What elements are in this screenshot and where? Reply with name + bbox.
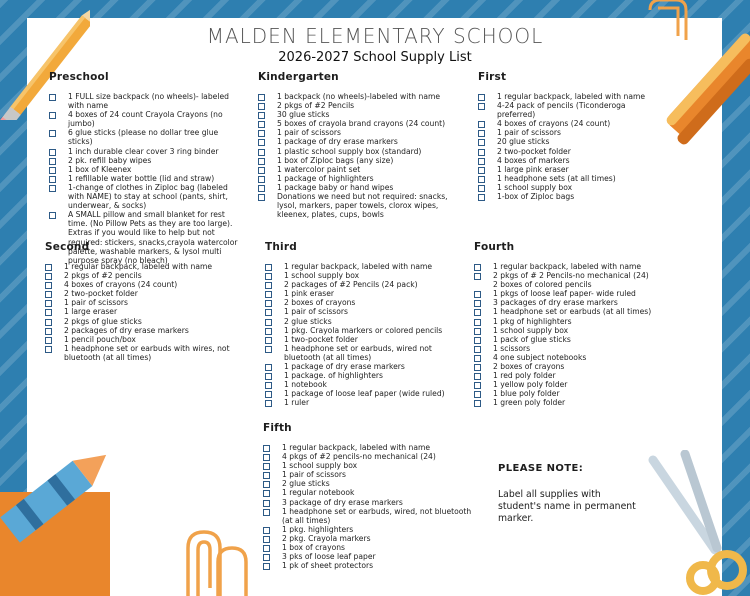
checkbox-icon <box>49 130 56 137</box>
second-section <box>45 241 245 362</box>
supply-item <box>263 534 483 543</box>
supply-item-text: 5 boxes of crayola brand crayons (24 count) <box>277 119 446 129</box>
checkbox-icon <box>265 282 272 289</box>
supply-item <box>45 271 245 280</box>
supply-item-text: 1 headphone set or earbuds, wired not bluetooth (at all times) <box>284 343 432 362</box>
checkbox-icon <box>263 563 270 570</box>
supply-item-text: 1 package. of highlighters <box>284 371 384 381</box>
supply-item-text: 1 pencil pouch/box <box>64 334 136 344</box>
supply-item-text: 1 school supply box <box>282 461 358 471</box>
supply-item-text: 1 red poly folder <box>493 371 556 381</box>
supply-item <box>258 119 458 128</box>
supply-item <box>474 380 659 389</box>
supply-item <box>478 119 658 128</box>
checkbox-icon <box>258 139 265 146</box>
supply-item <box>478 174 658 183</box>
section-title: Fourth <box>474 241 515 253</box>
checkbox-icon <box>263 445 270 452</box>
checkbox-icon <box>474 355 481 362</box>
supply-item <box>263 452 483 461</box>
supply-list <box>478 92 658 201</box>
supply-item-text: 1 package baby or hand wipes <box>277 182 394 192</box>
supply-item-text: 1 notebook <box>284 380 327 390</box>
supply-item-text: 1 green poly folder <box>493 398 566 408</box>
supply-item <box>45 298 245 307</box>
checkbox-icon <box>265 300 272 307</box>
checkbox-icon <box>478 194 485 201</box>
supply-item <box>49 110 245 128</box>
supply-item-text: 2 glue sticks <box>282 479 330 489</box>
checkbox-icon <box>263 454 270 461</box>
supply-item <box>49 183 245 210</box>
supply-list <box>265 262 465 408</box>
supply-item-text: 2 two-pocket folder <box>497 146 571 156</box>
checkbox-icon <box>258 176 265 183</box>
supply-item <box>49 92 245 110</box>
supply-item-text: 1 package of dry erase markers <box>284 362 405 372</box>
supply-item <box>258 137 458 146</box>
supply-item <box>474 317 659 326</box>
supply-item-text: 1 large eraser <box>64 307 118 317</box>
supply-list <box>263 443 483 570</box>
supply-item <box>478 92 658 101</box>
supply-item-text: 3 pks of loose leaf paper <box>282 552 376 562</box>
checkbox-icon <box>263 554 270 561</box>
supply-item-text: 4 one subject notebooks <box>493 352 587 362</box>
checkbox-icon <box>478 121 485 128</box>
supply-item-text: 1 pair of scissors <box>277 128 341 138</box>
supply-item <box>265 317 465 326</box>
checkbox-icon <box>265 328 272 335</box>
preschool-section <box>49 71 245 265</box>
supply-item <box>265 307 465 316</box>
checkbox-icon <box>45 346 52 353</box>
supply-item <box>265 344 465 362</box>
supply-item <box>263 552 483 561</box>
section-title: First <box>478 71 507 83</box>
supply-item <box>474 298 659 307</box>
checkbox-icon <box>265 373 272 380</box>
supply-item <box>263 543 483 552</box>
checkbox-icon <box>258 167 265 174</box>
supply-item-text: 2 packages of #2 Pencils (24 pack) <box>284 280 418 290</box>
supply-item <box>49 165 245 174</box>
supply-item-text: 1 headphone sets (at all times) <box>497 173 616 183</box>
supply-item <box>265 298 465 307</box>
supply-item <box>265 262 465 271</box>
supply-item <box>474 289 659 298</box>
checkbox-icon <box>478 103 485 110</box>
supply-item-text: 1 box of Ziploc bags (any size) <box>277 155 394 165</box>
please-note-box <box>498 463 638 525</box>
checkbox-icon <box>263 481 270 488</box>
supply-item <box>474 353 659 362</box>
supply-item <box>258 183 458 192</box>
checkbox-icon <box>49 212 56 219</box>
supply-item <box>478 192 658 201</box>
checkbox-icon <box>474 400 481 407</box>
checkbox-icon <box>263 509 270 516</box>
school-name: MALDEN ELEMENTARY SCHOOL <box>206 24 544 48</box>
supply-item <box>45 280 245 289</box>
supply-item <box>45 326 245 335</box>
checkbox-icon <box>263 527 270 534</box>
checkbox-icon <box>258 158 265 165</box>
supply-item-text: 1 pair of scissors <box>64 298 128 308</box>
supply-item <box>45 335 245 344</box>
checkbox-icon <box>45 264 52 271</box>
supply-item-text: 30 glue sticks <box>277 110 330 120</box>
checkbox-icon <box>265 309 272 316</box>
supply-item-text: 1 plastic school supply box (standard) <box>277 146 422 156</box>
supply-item <box>258 165 458 174</box>
supply-item <box>474 335 659 344</box>
checkbox-icon <box>474 337 481 344</box>
checkbox-icon <box>258 130 265 137</box>
checkbox-icon <box>478 176 485 183</box>
supply-item <box>478 101 658 119</box>
supply-item-text: 1 blue poly folder <box>493 389 560 399</box>
note-body: Label all supplies with student's name in permanent marker. <box>498 489 636 524</box>
supply-item-text: 1 regular backpack, labeled with name <box>497 92 646 101</box>
supply-item-text: 1 package of dry erase markers <box>277 137 398 147</box>
supply-item <box>265 389 465 398</box>
supply-item <box>49 147 245 156</box>
checkbox-icon <box>265 273 272 280</box>
supply-item-text: 1 school supply box <box>493 325 569 335</box>
section-title: Kindergarten <box>258 71 339 83</box>
supply-item-text: 1 scissors <box>493 343 531 353</box>
checkbox-icon <box>265 346 272 353</box>
section-title: Preschool <box>49 71 109 83</box>
supply-item-text: 1 school supply box <box>284 271 360 281</box>
supply-item <box>474 280 659 289</box>
checkbox-icon <box>49 176 56 183</box>
checkbox-icon <box>265 337 272 344</box>
supply-item <box>478 147 658 156</box>
checkbox-icon <box>49 149 56 156</box>
supply-item-text: 1 backpack (no wheels)-labeled with name <box>277 92 441 101</box>
checkbox-icon <box>474 391 481 398</box>
supply-item <box>258 174 458 183</box>
supply-item-text: 2 glue sticks <box>284 316 332 326</box>
supply-item-text: 1 refillable water bottle (lid and straw) <box>68 173 215 183</box>
crayon-illustration <box>0 380 110 596</box>
supply-item-text: 1 large pink eraser <box>497 164 569 174</box>
supply-item-text: Donations we need but not required: snacks, lysol, markers, paper towels, clorox wipes, kleenex, plates, cups, bowls <box>277 192 448 220</box>
supply-item <box>265 371 465 380</box>
checkbox-icon <box>478 167 485 174</box>
supply-list <box>45 262 245 362</box>
section-title: Fifth <box>263 422 292 434</box>
supply-item <box>478 165 658 174</box>
supply-item <box>263 488 483 497</box>
supply-item <box>258 101 458 110</box>
supply-item <box>474 362 659 371</box>
first-section <box>478 71 658 201</box>
supply-item-text: 1 package of highlighters <box>277 173 374 183</box>
supply-item-text: 1 inch durable clear cover 3 ring binder <box>68 146 219 156</box>
checkbox-icon <box>474 282 481 289</box>
supply-item-text: 1 yellow poly folder <box>493 380 568 390</box>
supply-item-text: 1 regular backpack, labeled with name <box>284 262 433 271</box>
page-title: 2026-2027 School Supply List <box>278 50 472 65</box>
supply-item-text: 4 boxes of markers <box>497 155 570 165</box>
checkbox-icon <box>45 291 52 298</box>
checkbox-icon <box>45 300 52 307</box>
supply-item <box>263 525 483 534</box>
supply-item <box>474 262 659 271</box>
supply-item-text: 1 pink eraser <box>284 289 334 299</box>
third-section <box>265 241 465 408</box>
supply-item-text: 4 boxes of 24 count Crayola Crayons (no jumbo) <box>68 110 223 129</box>
checkbox-icon <box>478 149 485 156</box>
supply-item <box>474 344 659 353</box>
checkbox-icon <box>45 309 52 316</box>
supply-item <box>49 156 245 165</box>
checkbox-icon <box>265 391 272 398</box>
checkbox-icon <box>478 185 485 192</box>
checkbox-icon <box>258 121 265 128</box>
checkbox-icon <box>258 185 265 192</box>
supply-item-text: 1 box of Kleenex <box>68 164 132 174</box>
supply-item-text: 1 pk of sheet protectors <box>282 561 374 571</box>
checkbox-icon <box>263 463 270 470</box>
supply-item-text: 1 ruler <box>284 398 310 408</box>
checkbox-icon <box>45 319 52 326</box>
checkbox-icon <box>45 337 52 344</box>
supply-item-text: 4 pkgs of #2 pencils-no mechanical (24) <box>282 452 436 462</box>
supply-item <box>263 507 483 525</box>
supply-item <box>474 398 659 407</box>
checkbox-icon <box>49 158 56 165</box>
checkbox-icon <box>265 319 272 326</box>
note-title: PLEASE NOTE: <box>498 463 584 474</box>
supply-item-text: 1-box of Ziploc bags <box>497 192 575 202</box>
supply-item-text: 6 glue sticks (please no dollar tree glue sticks) <box>68 128 219 147</box>
checkbox-icon <box>49 94 56 101</box>
checkbox-icon <box>474 328 481 335</box>
checkbox-icon <box>258 94 265 101</box>
supply-list <box>258 92 458 219</box>
checkbox-icon <box>258 194 265 201</box>
checkbox-icon <box>258 149 265 156</box>
checkbox-icon <box>258 112 265 119</box>
checkbox-icon <box>474 364 481 371</box>
supply-item <box>474 307 659 316</box>
supply-item-text: 1 pkg. highlighters <box>282 524 354 534</box>
checkbox-icon <box>263 500 270 507</box>
supply-item <box>478 183 658 192</box>
supply-item <box>263 443 483 452</box>
supply-item <box>258 110 458 119</box>
supply-item <box>478 156 658 165</box>
supply-item-text: 2 boxes of colored pencils <box>493 280 592 290</box>
supply-item <box>45 307 245 316</box>
checkbox-icon <box>49 167 56 174</box>
supply-item-text: 1 regular backpack, labeled with name <box>282 443 431 452</box>
supply-item <box>45 344 245 362</box>
supply-item-text: 2 boxes of crayons <box>493 362 565 372</box>
supply-item <box>474 371 659 380</box>
supply-item <box>45 289 245 298</box>
supply-item <box>474 389 659 398</box>
supply-item <box>265 271 465 280</box>
supply-item <box>263 479 483 488</box>
section-title: Second <box>45 241 90 253</box>
supply-item-text: A SMALL pillow and small blanket for rest time. (No Pillow Pets as they are too large). Extras if you would like to help but not required: stickers, snacks,crayola watercolor palette, washable markers, & lysol multi purpose spray (no bleach) <box>68 210 238 265</box>
kindergarten-section <box>258 71 458 219</box>
supply-item-text: 2 pkgs of #2 pencils <box>64 271 142 281</box>
supply-item-text: 4 boxes of crayons (24 count) <box>497 119 611 129</box>
supply-item-text: 1 regular notebook <box>282 488 355 498</box>
supply-item <box>265 335 465 344</box>
checkbox-icon <box>265 400 272 407</box>
supply-item-text: 2 boxes of crayons <box>284 298 356 308</box>
checkbox-icon <box>474 300 481 307</box>
supply-item-text: 4 boxes of crayons (24 count) <box>64 280 178 290</box>
supply-item-text: 1 FULL size backpack (no wheels)- labeled with name <box>68 92 229 111</box>
supply-item <box>478 137 658 146</box>
supply-item-text: 1 pkg of highlighters <box>493 316 572 326</box>
checkbox-icon <box>474 309 481 316</box>
supply-item-text: 3 packages of dry erase markers <box>493 298 618 308</box>
supply-item-text: 1 pair of scissors <box>282 470 346 480</box>
checkbox-icon <box>263 490 270 497</box>
checkbox-icon <box>474 264 481 271</box>
supply-item-text: 3 package of dry erase markers <box>282 497 403 507</box>
supply-item-text: 20 glue sticks <box>497 137 550 147</box>
supply-item <box>478 128 658 137</box>
supply-list <box>474 262 659 408</box>
checkbox-icon <box>265 364 272 371</box>
checkbox-icon <box>474 382 481 389</box>
supply-item <box>265 380 465 389</box>
checkbox-icon <box>265 291 272 298</box>
supply-item <box>265 398 465 407</box>
supply-item <box>258 156 458 165</box>
supply-item-text: 1 watercolor paint set <box>277 164 361 174</box>
supply-item <box>265 289 465 298</box>
supply-item-text: 1 box of crayons <box>282 543 345 553</box>
supply-list <box>49 92 245 265</box>
checkbox-icon <box>474 346 481 353</box>
supply-item <box>265 280 465 289</box>
checkbox-icon <box>263 472 270 479</box>
supply-item <box>258 128 458 137</box>
supply-item-text: 1 headphone set or earbuds, wired, not bluetooth (at all times) <box>282 506 472 525</box>
checkbox-icon <box>265 264 272 271</box>
supply-item-text: 1-change of clothes in Ziploc bag (labeled with NAME) to stay at school (pants, shirt, underwear, & socks) <box>68 182 228 211</box>
supply-item <box>258 92 458 101</box>
supply-item <box>474 326 659 335</box>
checkbox-icon <box>478 130 485 137</box>
supply-item-text: 1 pkgs of loose leaf paper- wide ruled <box>493 289 636 299</box>
supply-item <box>263 461 483 470</box>
supply-item-text: 2 pkgs of #2 Pencils <box>277 101 355 111</box>
scissors-illustration <box>645 450 750 596</box>
checkbox-icon <box>265 382 272 389</box>
checkbox-icon <box>478 139 485 146</box>
supply-item <box>49 128 245 146</box>
checkbox-icon <box>49 112 56 119</box>
supply-item <box>263 470 483 479</box>
supply-item <box>45 317 245 326</box>
supply-item-text: 1 pkg. Crayola markers or colored pencils <box>284 325 443 335</box>
supply-item <box>258 192 458 219</box>
supply-item-text: 2 pkgs of # 2 Pencils-no mechanical (24) <box>493 271 649 281</box>
supply-item <box>263 498 483 507</box>
supply-item-text: 1 regular backpack, labeled with name <box>493 262 642 271</box>
supply-item-text: 2 two-pocket folder <box>64 289 138 299</box>
supply-item <box>263 561 483 570</box>
checkbox-icon <box>263 545 270 552</box>
supply-item <box>474 271 659 280</box>
supply-item-text: 4-24 pack of pencils (Ticonderoga preferred) <box>497 101 626 120</box>
supply-item-text: 1 regular backpack, labeled with name <box>64 262 213 271</box>
checkbox-icon <box>478 94 485 101</box>
supply-item-text: 1 pack of glue sticks <box>493 334 571 344</box>
supply-item-text: 1 two-pocket folder <box>284 334 358 344</box>
fourth-section <box>474 241 659 408</box>
supply-item <box>49 174 245 183</box>
checkbox-icon <box>263 536 270 543</box>
checkbox-icon <box>45 282 52 289</box>
supply-item-text: 1 school supply box <box>497 182 573 192</box>
supply-item-text: 2 pkgs of glue sticks <box>64 316 142 326</box>
checkbox-icon <box>49 185 56 192</box>
supply-item <box>45 262 245 271</box>
supply-item <box>265 326 465 335</box>
supply-item-text: 2 packages of dry erase markers <box>64 325 189 335</box>
supply-item-text: 1 package of loose leaf paper (wide ruled) <box>284 389 445 399</box>
checkbox-icon <box>474 319 481 326</box>
supply-item-text: 2 pkg. Crayola markers <box>282 533 371 543</box>
supply-item-text: 2 pk. refill baby wipes <box>68 155 152 165</box>
checkbox-icon <box>258 103 265 110</box>
supply-item-text: 1 headphone set or earbuds (at all times) <box>493 307 652 317</box>
checkbox-icon <box>474 291 481 298</box>
checkbox-icon <box>45 273 52 280</box>
checkbox-icon <box>474 273 481 280</box>
fifth-section <box>263 422 483 570</box>
checkbox-icon <box>478 158 485 165</box>
supply-item-text: 1 pair of scissors <box>497 128 561 138</box>
supply-item <box>265 362 465 371</box>
checkbox-icon <box>474 373 481 380</box>
checkbox-icon <box>45 328 52 335</box>
supply-item-text: 1 pair of scissors <box>284 307 348 317</box>
section-title: Third <box>265 241 297 253</box>
supply-item <box>258 147 458 156</box>
supply-item-text: 1 headphone set or earbuds with wires, not bluetooth (at all times) <box>64 343 230 362</box>
paperclips-illustration <box>174 526 254 596</box>
